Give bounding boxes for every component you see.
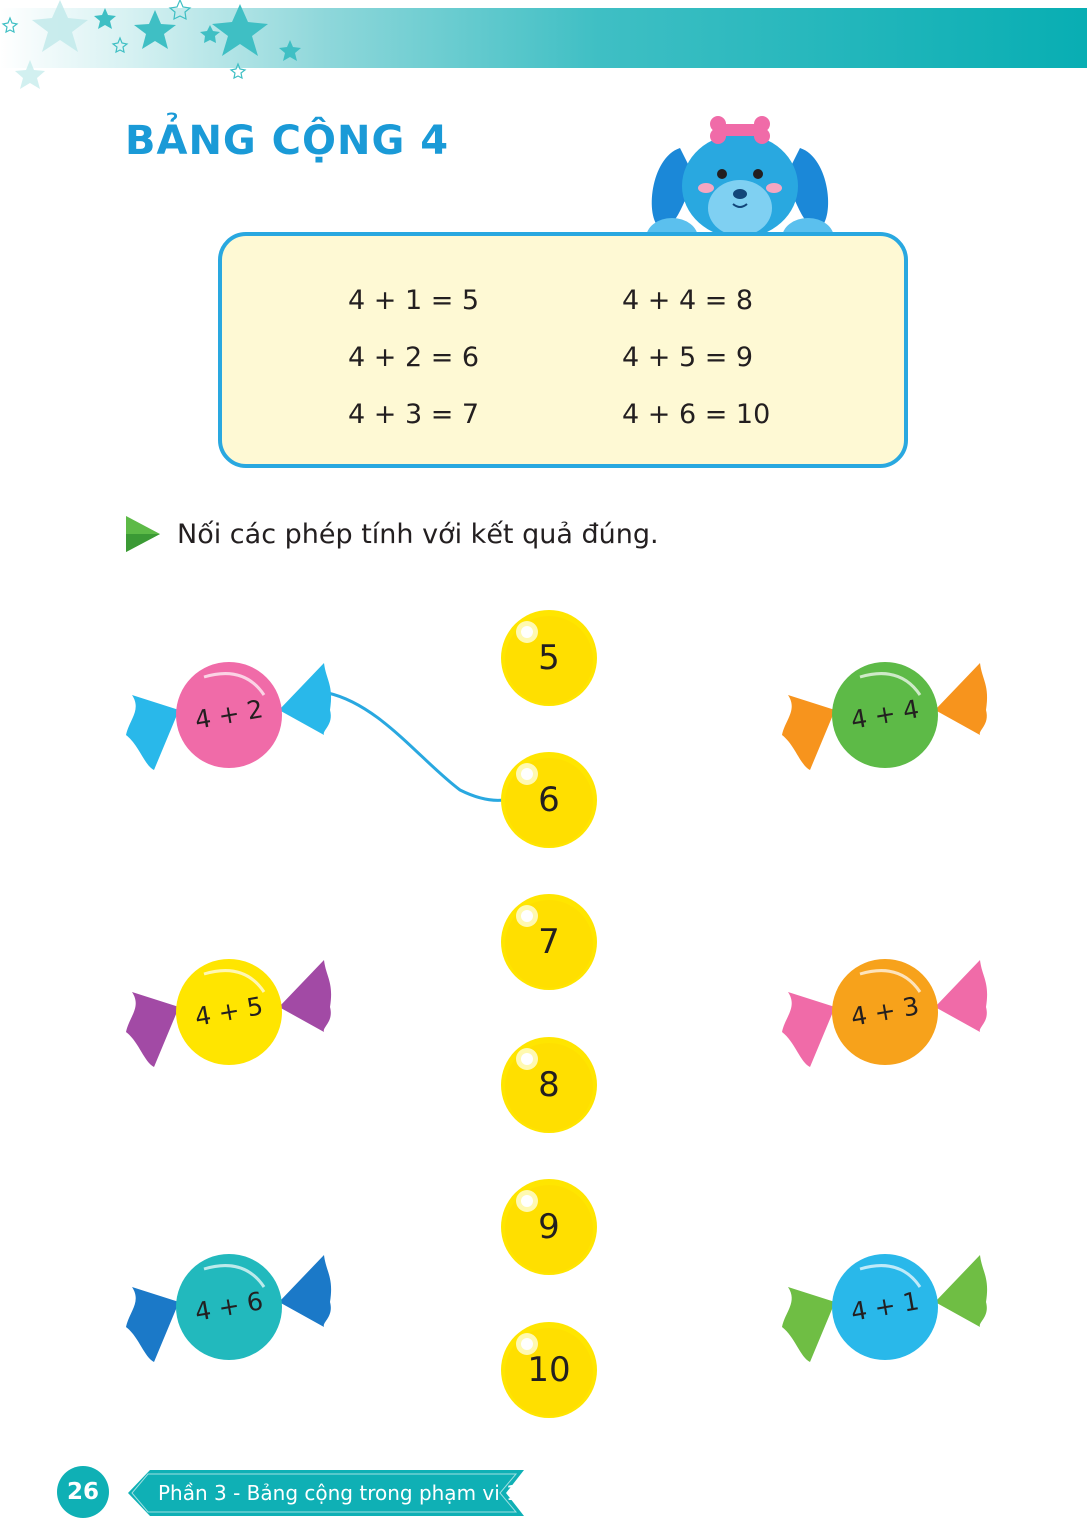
result-ball[interactable] <box>500 892 598 992</box>
candy-right[interactable] <box>780 952 990 1072</box>
result-ball[interactable] <box>500 1177 598 1277</box>
page-number: 26 <box>66 1479 99 1505</box>
candy-label: 4 + 4 <box>848 694 922 735</box>
equation: 4 + 3 = 7 <box>348 399 480 430</box>
stars-decoration <box>0 0 330 90</box>
result-value: 9 <box>538 1207 560 1247</box>
result-ball[interactable] <box>500 1320 598 1420</box>
candy-right[interactable] <box>780 655 990 775</box>
addition-table <box>218 232 908 468</box>
result-ball[interactable] <box>500 608 598 708</box>
candy-left[interactable] <box>124 1247 334 1367</box>
equation: 4 + 6 = 10 <box>622 399 771 430</box>
equation: 4 + 2 = 6 <box>348 342 480 373</box>
candy-left[interactable] <box>124 952 334 1072</box>
page-title: BẢNG CỘNG 4 <box>125 118 450 164</box>
candy-label: 4 + 6 <box>192 1286 266 1327</box>
equation: 4 + 1 = 5 <box>348 285 480 316</box>
result-value: 8 <box>538 1065 560 1105</box>
exercise-instruction: Nối các phép tính với kết quả đúng. <box>177 519 659 550</box>
candy-label: 4 + 3 <box>848 991 922 1032</box>
section-title: Phần 3 - Bảng cộng trong phạm vi 10 <box>158 1481 532 1505</box>
candy-label: 4 + 1 <box>848 1286 922 1327</box>
equation: 4 + 5 = 9 <box>622 342 754 373</box>
result-value: 7 <box>538 922 560 962</box>
result-value: 5 <box>538 638 560 678</box>
green-arrow-icon <box>124 514 162 554</box>
candy-left[interactable] <box>124 655 334 775</box>
result-value: 6 <box>538 780 560 820</box>
equation: 4 + 4 = 8 <box>622 285 754 316</box>
result-value: 10 <box>527 1350 571 1390</box>
candy-label: 4 + 5 <box>192 991 266 1032</box>
candy-right[interactable] <box>780 1247 990 1367</box>
result-ball[interactable] <box>500 1035 598 1135</box>
result-ball[interactable] <box>500 750 598 850</box>
candy-label: 4 + 2 <box>192 694 266 735</box>
